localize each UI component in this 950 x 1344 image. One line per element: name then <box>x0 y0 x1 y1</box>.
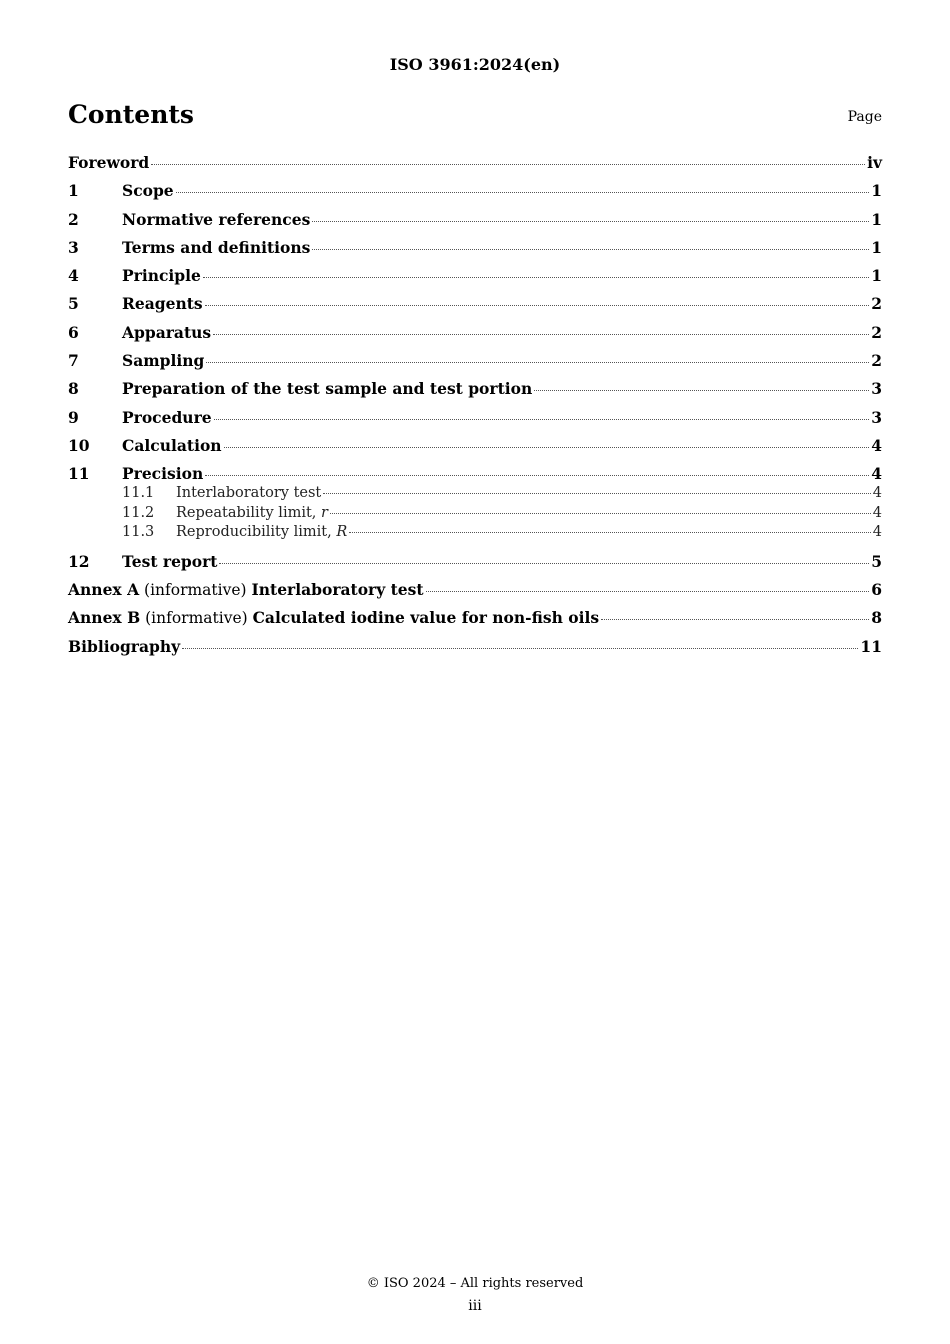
toc-entry-8[interactable] <box>68 379 882 407</box>
toc-entry-number: 11 <box>68 464 90 484</box>
dot-leader <box>330 513 871 514</box>
toc-entry-number: 1 <box>68 181 79 201</box>
toc-subentry-11-2[interactable] <box>68 505 882 525</box>
toc-entry-page: 3 <box>871 407 882 427</box>
dot-leader <box>601 619 869 620</box>
document-id: ISO 3961:2024(en) <box>389 55 561 74</box>
annex-label: Annex B <box>68 608 141 628</box>
toc-entry-6[interactable] <box>68 323 882 351</box>
toc-entry-page: 1 <box>871 266 882 286</box>
toc-entry-page: 1 <box>871 181 882 201</box>
toc-entry-page: 1 <box>871 209 882 229</box>
dot-leader <box>213 334 869 335</box>
dot-leader <box>182 648 858 649</box>
page-number: iii <box>468 1298 482 1314</box>
contents-title: Contents <box>68 100 195 129</box>
toc-subentry-number: 11.3 <box>122 524 155 541</box>
toc-entry-page: 5 <box>871 551 882 571</box>
toc-subentry-title <box>176 524 347 540</box>
toc-entry-title: Precision <box>122 464 204 484</box>
toc-entry-foreword[interactable] <box>68 153 882 181</box>
toc-entry-title: Test report <box>122 551 218 571</box>
toc-subentry-11-3[interactable] <box>68 524 882 544</box>
toc-entry-title: Apparatus <box>122 322 212 342</box>
toc-entry-title: Scope <box>122 181 174 201</box>
toc-subentry-title-text: Repeatability limit, <box>176 504 322 521</box>
annex-title: Calculated iodine value for non-fish oils <box>252 608 600 628</box>
toc-entry-page: iv <box>867 153 882 172</box>
toc-annex-title <box>68 580 424 599</box>
dot-leader <box>176 192 870 193</box>
toc-entry-number: 7 <box>68 351 79 371</box>
toc-subentry-11-1[interactable] <box>68 485 882 505</box>
toc-entry-title: Sampling <box>122 351 205 371</box>
toc-entry-page: 4 <box>871 464 882 484</box>
dot-leader <box>203 277 869 278</box>
dot-leader <box>205 305 870 306</box>
annex-label: Annex A <box>68 580 140 600</box>
dot-leader <box>224 447 870 448</box>
annex-title: Interlaboratory test <box>251 580 424 600</box>
toc-entry-page: 3 <box>871 379 882 399</box>
toc-entry-7[interactable] <box>68 351 882 379</box>
toc-entry-title: Bibliography <box>68 636 181 656</box>
toc-entry-title: Procedure <box>122 407 212 427</box>
toc-entry-title: Principle <box>122 266 201 286</box>
page-column-label: Page <box>847 109 882 125</box>
dot-leader <box>206 362 869 363</box>
toc-entry-page: 4 <box>871 435 882 455</box>
annex-type: (informative) <box>139 581 252 600</box>
toc-entry-page: 11 <box>860 636 882 656</box>
toc-entry-3[interactable] <box>68 238 882 266</box>
toc-entry-number: 5 <box>68 294 79 314</box>
toc-entry-number: 12 <box>68 551 90 571</box>
table-of-contents <box>68 153 882 665</box>
toc-entry-number: 2 <box>68 209 79 229</box>
dot-leader <box>426 591 870 592</box>
toc-entry-9[interactable] <box>68 408 882 436</box>
toc-entry-bibliography[interactable] <box>68 637 882 665</box>
toc-entry-title: Preparation of the test sample and test portion <box>122 379 533 399</box>
dot-leader <box>205 475 869 476</box>
toc-subentry-variable: r <box>321 504 328 521</box>
toc-subentry-title: Interlaboratory test <box>176 485 322 502</box>
toc-annex-title <box>68 608 599 627</box>
dot-leader <box>323 493 871 494</box>
toc-entry-annex-a[interactable] <box>68 580 882 608</box>
toc-entry-title: Reagents <box>122 294 203 314</box>
toc-entry-number: 9 <box>68 407 79 427</box>
toc-entry-number: 6 <box>68 322 79 342</box>
toc-entry-title: Calculation <box>122 435 222 455</box>
toc-entry-page: 8 <box>871 608 882 628</box>
toc-entry-2[interactable] <box>68 210 882 238</box>
toc-subentry-title-text: Reproducibility limit, <box>176 524 337 541</box>
toc-subentry-number: 11.2 <box>122 504 155 521</box>
toc-subentry-page: 4 <box>872 485 882 502</box>
dot-leader <box>312 221 869 222</box>
contents-header <box>68 100 882 132</box>
toc-entry-4[interactable] <box>68 266 882 294</box>
toc-entry-title: Foreword <box>68 153 150 172</box>
toc-entry-page: 2 <box>871 322 882 342</box>
dot-leader <box>219 563 869 564</box>
toc-entry-page: 2 <box>871 351 882 371</box>
toc-entry-number: 4 <box>68 266 79 286</box>
toc-entry-5[interactable] <box>68 294 882 322</box>
toc-entry-10[interactable] <box>68 436 882 464</box>
dot-leader <box>312 249 869 250</box>
toc-subentry-number: 11.1 <box>122 485 155 502</box>
toc-subentry-page: 4 <box>872 504 882 521</box>
toc-entry-annex-b[interactable] <box>68 608 882 636</box>
toc-entry-number: 8 <box>68 379 79 399</box>
dot-leader <box>534 390 869 391</box>
toc-entry-title: Normative references <box>122 209 311 229</box>
toc-entry-number: 3 <box>68 237 79 257</box>
toc-entry-1[interactable] <box>68 181 882 209</box>
toc-entry-11[interactable] <box>68 464 882 485</box>
toc-entry-page: 2 <box>871 294 882 314</box>
toc-entry-number: 10 <box>68 435 90 455</box>
dot-leader <box>349 532 870 533</box>
toc-subentry-page: 4 <box>872 524 882 541</box>
toc-subentry-variable: R <box>336 524 348 541</box>
copyright-notice: © ISO 2024 – All rights reserved <box>366 1276 584 1291</box>
annex-type: (informative) <box>140 609 253 628</box>
toc-entry-12[interactable] <box>68 552 882 580</box>
toc-entry-title: Terms and definitions <box>122 237 311 257</box>
toc-subentry-title <box>176 505 328 521</box>
dot-leader <box>151 164 865 165</box>
toc-entry-page: 6 <box>871 580 882 600</box>
toc-entry-page: 1 <box>871 237 882 257</box>
dot-leader <box>214 419 870 420</box>
